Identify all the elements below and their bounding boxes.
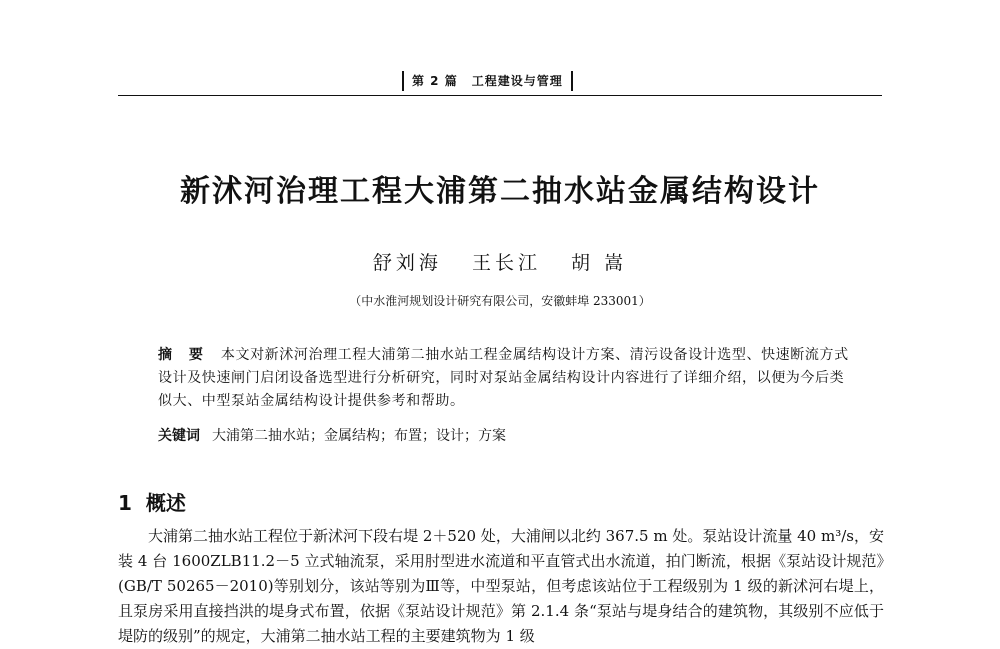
abstract: [158, 344, 852, 413]
author-2: 王长江: [471, 252, 541, 274]
abstract-label: 摘 要: [158, 347, 209, 363]
paper-title: 新沭河治理工程大浦第二抽水站金属结构设计: [180, 174, 820, 209]
abstract-text: 本文对新沭河治理工程大浦第二抽水站工程金属结构设计方案、清污设备设计选型、快速断流方式设计及快速闸门启闭设备选型进行分析研究，同时对泵站金属结构设计内容进行了详细介绍，以便为今后类似大、中型泵站金属结构设计提供参考和帮助。: [158, 347, 849, 409]
author-1: 舒刘海: [372, 252, 442, 274]
header-part: 第 2 篇: [412, 74, 458, 88]
section-heading: [118, 490, 186, 516]
author-list: [0, 250, 1000, 276]
keywords-text: 大浦第二抽水站；金属结构；布置；设计；方案: [212, 428, 506, 444]
section-number: 1: [118, 491, 132, 515]
header-section: 工程建设与管理: [471, 74, 563, 88]
author-3: 胡 嵩: [571, 252, 628, 274]
section-paragraph: 大浦第二抽水站工程位于新沭河下段右堤 2＋520 处，大浦闸以北约 367.5 m 处。泵站设计流量 40 m³/s，安装 4 台 1600ZLB11.2－5 立式轴流泵，采用肘型进水流道和平直管式出水流道，拍门断流，根据《泵站设计规范》(GB/T 50265－2010)等别划分，该站等别为Ⅲ等，中型泵站，但考虑该站位于工程级别为 1 级的新沭河右堤上，且泵房采用直接挡洪的堤身式布置，依据《泵站设计规范》第 2.1.4 条“泵站与堤身结合的建筑物，其级别不应低于堤防的级别”的规定，大浦第二抽水站工程的主要建筑物为 1 级: [118, 527, 884, 645]
keywords: [158, 425, 852, 447]
header-rule: [118, 95, 882, 96]
section-title: 概述: [145, 491, 186, 515]
running-header: [402, 71, 573, 91]
keywords-label: 关键词: [158, 428, 200, 444]
affiliation: （中水淮河规划设计研究有限公司，安徽蚌埠 233001）: [349, 294, 651, 308]
